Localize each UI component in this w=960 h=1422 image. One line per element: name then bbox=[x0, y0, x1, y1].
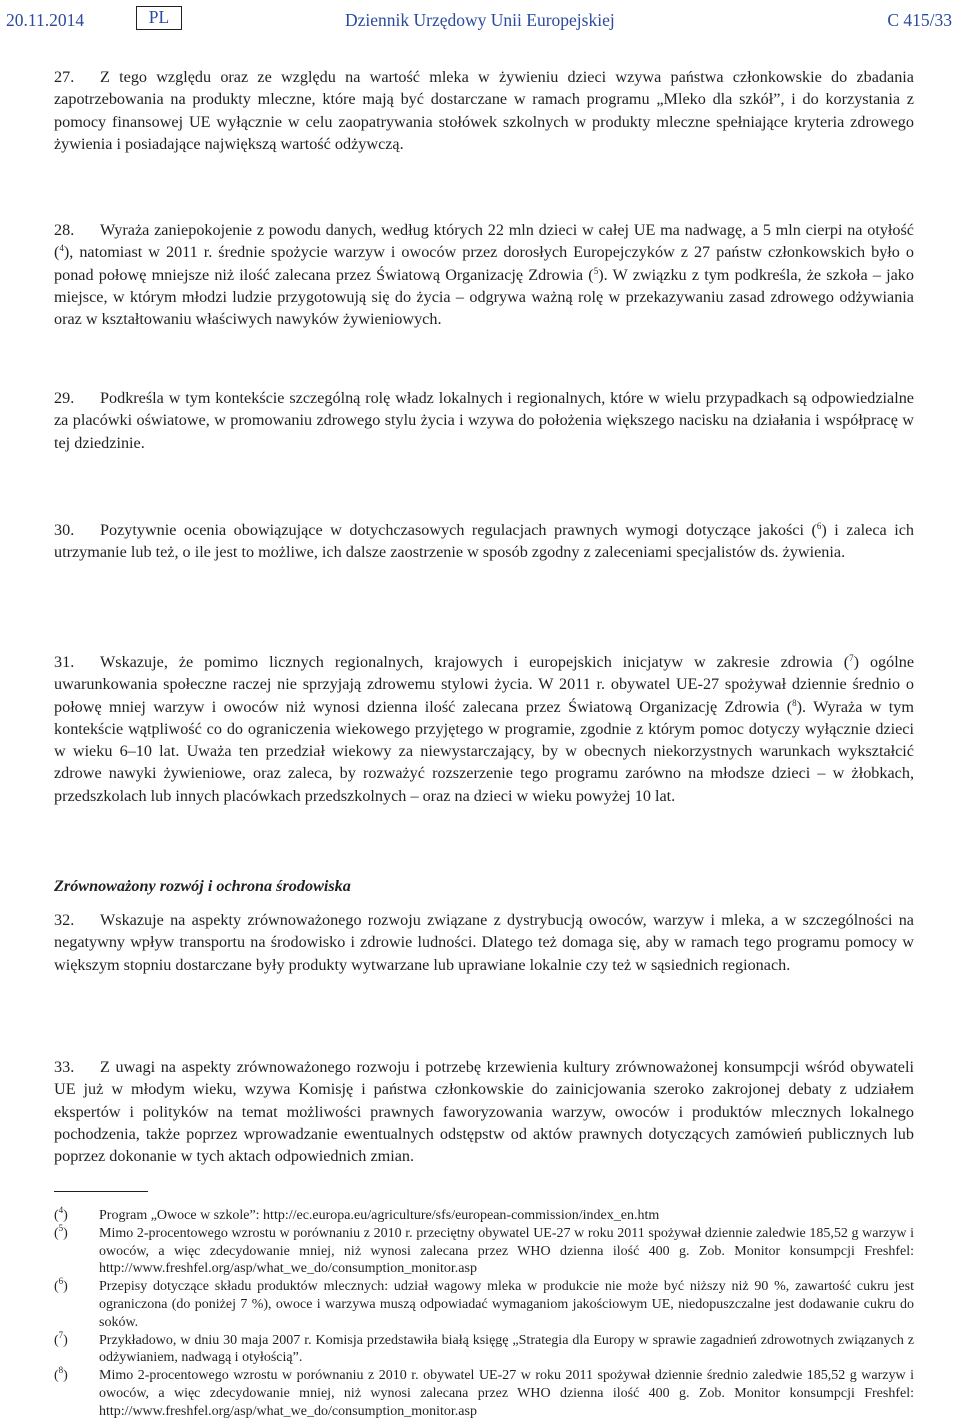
footnote bbox=[54, 1367, 914, 1420]
paragraph-text: ) i zaleca ich utrzymanie lub też, o ile jest to możliwe, ich dalsze zaostrzenie w sposób zgodny z zaleceniami specjalistów ds. żywienia. bbox=[54, 521, 914, 562]
paragraph-text: ) ogólne uwarunkowania społeczne raczej nie sprzyjają zdrowemu stylowi życia. W 2011 r. obywatel UE-27 spożywał dziennie średnio o połowę mniej warzyw i owoców niż wynosi dzienna ilość zalecana przez Światową Organizację Zdrowia ( bbox=[54, 653, 915, 716]
paragraph-text: ), natomiast w 2011 r. średnie spożycie warzyw i owoców przez dorosłych Europejczyków z 27 państw członkowskich było o ponad połowę mniejsze niż ilość zalecana przez Światową Organizację Zdrowia ( bbox=[54, 243, 914, 284]
footnote-ref[interactable]: 8 bbox=[792, 697, 797, 708]
page-header bbox=[0, 6, 960, 32]
paragraph-28 bbox=[54, 219, 914, 330]
paragraph-text: ). Wyraża w tym kontekście wątpliwość co do ograniczenia wiekowego przyjętego w programie, zgodnie z którym pomoc dotyczy wyłącznie dzieci w wieku 6–10 lat. Uważa ten przedział wiekowy za niewystarczający, by w obecnych niekorzystnych warunkach wykształcić zdrowe nawyki żywieniowe, oraz zaleca, by rozważyć rozszerzenie tego programu zarówno na młodsze dzieci – w żłobkach, przedszkolach lub innych placówkach przedszkolnych – oraz na dzieci w wieku powyżej 10 lat. bbox=[54, 697, 914, 805]
footnote-marker: ($^8$) bbox=[54, 1365, 68, 1384]
footnote-text: Mimo 2-procentowego wzrostu w porównaniu z 2010 r. przeciętny obywatel UE-27 w roku 2011 spożywał dziennie zaledwie 185,52 g warzyw i owoców, a więc zdecydowanie mniej, niż wynosi zalecana przez WHO dzienna ilość 400 g. Zob. Monitor konsumpcji Freshfel: http://www.freshfel.org/asp/what_we_do/consumption_monitor.asp bbox=[99, 1225, 914, 1277]
footnote-ref[interactable]: 5 bbox=[593, 265, 599, 276]
paragraph-30 bbox=[54, 519, 914, 564]
footnote-marker: ($^6$) bbox=[54, 1276, 68, 1295]
publication-date: 20.11.2014 bbox=[6, 10, 85, 30]
footnote bbox=[54, 1278, 914, 1331]
journal-reference: C 415/33 bbox=[887, 10, 952, 30]
footnote-marker: ($^7$) bbox=[54, 1329, 68, 1348]
paragraph-number: 31. bbox=[54, 653, 75, 671]
footnote bbox=[54, 1222, 914, 1278]
footnote-marker: ($^5$) bbox=[54, 1222, 68, 1241]
paragraph-text: Wyraża zaniepokojenie z powodu danych, według których 22 mln dzieci w całej UE ma nadwagę, a 5 mln cierpi na otyłość ( bbox=[54, 221, 914, 262]
paragraph-29 bbox=[54, 387, 914, 454]
language-badge: PL bbox=[136, 6, 182, 30]
footnote-text: Przepisy dotyczące składu produktów mlecznych: udział wagowy mleka w produkcie nie może być niższy niż 90 %, zawartość cukru jest ograniczona (do poniżej 7 %), owoce i warzywa muszą odpowiadać wymaganiom jakościowym UE, niedopuszczalne jest dodawanie cukru do soków. bbox=[99, 1279, 914, 1330]
paragraph-text: Z tego względu oraz ze względu na wartość mleka w żywieniu dzieci wzywa państwa członkowskie do zbadania zapotrzebowania na produkty mleczne, które mają być dostarczane w ramach programu „Mleko dla szkół”, i do korzystania z pomocy finansowej UE wyłącznie w celu zaopatrywania stołówek szkolnych w produkty mleczne spełniające kryteria zdrowego żywienia i posiadające największą wartość odżywczą. bbox=[54, 68, 914, 153]
paragraph-text: ). W związku z tym podkreśla, że szkoła – jako miejsce, w którym młodzi ludzie przygotowują się do życia – odgrywa ważną rolę w przekazywaniu zasad zdrowego odżywiania oraz w kształtowaniu właściwych nawyków żywieniowych. bbox=[54, 265, 914, 329]
paragraph-number: 30. bbox=[54, 521, 75, 539]
section-heading: Zrównoważony rozwój i ochrona środowiska bbox=[54, 877, 351, 895]
footnote-text: Program „Owoce w szkole”: http://ec.europa.eu/agriculture/sfs/european-commission/index_en.htm bbox=[99, 1208, 660, 1223]
paragraph-text: Wskazuje, że pomimo licznych regionalnych, krajowych i europejskich inicjatyw w zakresie zdrowia ( bbox=[100, 653, 850, 671]
paragraph-number: 32. bbox=[54, 911, 75, 929]
paragraph-32 bbox=[54, 909, 914, 976]
paragraph-number: 28. bbox=[54, 221, 75, 239]
footnote bbox=[54, 1207, 914, 1225]
footnote-text: Mimo 2-procentowego wzrostu w porównaniu z 2010 r. obywatel UE-27 w roku 2011 spożywał dziennie średnio zaledwie 185,52 g warzyw i owoców, a więc zdecydowanie mniej, niż wynosi zalecana przez WHO dzienna ilość 400 g. Zob. Monitor konsumpcji Freshfel: http://www.freshfel.org/asp/what_we_do/consumption_monitor.asp bbox=[99, 1368, 914, 1419]
footnote-marker: ($^4$) bbox=[54, 1205, 68, 1223]
paragraph-27 bbox=[54, 66, 914, 155]
paragraph-number: 27. bbox=[54, 68, 75, 86]
paragraph-33 bbox=[54, 1056, 914, 1167]
paragraph-number: 33. bbox=[54, 1058, 75, 1076]
footnotes-section bbox=[54, 1207, 914, 1421]
footnote-divider bbox=[54, 1191, 148, 1192]
journal-title: Dziennik Urzędowy Unii Europejskiej bbox=[345, 10, 615, 30]
footnote-ref[interactable]: 6 bbox=[816, 521, 822, 531]
footnote-ref[interactable]: 7 bbox=[849, 653, 854, 663]
paragraph-text: Wskazuje na aspekty zrównoważonego rozwoju związane z dystrybucją owoców, warzyw i mleka, a w szczególności na negatywny wpływ transportu na środowisko i zdrowie ludności. Dlatego też domaga się, aby w ramach tego programu pomocy w większym stopniu dostarczane były produkty wytwarzane lub uprawiane lokalnie czy też w sąsiednich regionach. bbox=[54, 911, 914, 974]
paragraph-number: 29. bbox=[54, 389, 75, 407]
paragraph-31 bbox=[54, 651, 914, 807]
footnote-ref[interactable]: 4 bbox=[59, 243, 64, 254]
footnote-text: Przykładowo, w dniu 30 maja 2007 r. Komisja przedstawiła białą księgę „Strategia dla Europy w sprawie zagadnień zdrowotnych związanych z odżywianiem, nadwagą i otyłością”. bbox=[99, 1332, 914, 1366]
paragraph-text: Podkreśla w tym kontekście szczególną rolę władz lokalnych i regionalnych, które w wielu przypadkach są odpowiedzialne za placówki oświatowe, w promowaniu zdrowego stylu życia i wzywa do położenia większego nacisku na działania i współpracę w tej dziedzinie. bbox=[54, 389, 914, 452]
footnote bbox=[54, 1329, 914, 1368]
paragraph-text: Z uwagi na aspekty zrównoważonego rozwoju i potrzebę krzewienia kultury zrównoważonej konsumpcji wśród obywateli UE już w młodym wieku, wzywa Komisję i państwa członkowskie do zainicjowania szeroko zakrojonej debaty z udziałem ekspertów i polityków na temat możliwości prawnych faworyzowania warzyw, owoców i produktów mlecznych lokalnego pochodzenia, także poprzez wprowadzanie ewentualnych odstępstw od aktów prawnych dotyczących zamówień publicznych lub poprzez dokonanie w tych aktach odpowiednich zmian. bbox=[54, 1058, 914, 1166]
paragraph-text: Pozytywnie ocenia obowiązujące w dotychczasowych regulacjach prawnych wymogi dotyczące jakości ( bbox=[100, 521, 817, 539]
